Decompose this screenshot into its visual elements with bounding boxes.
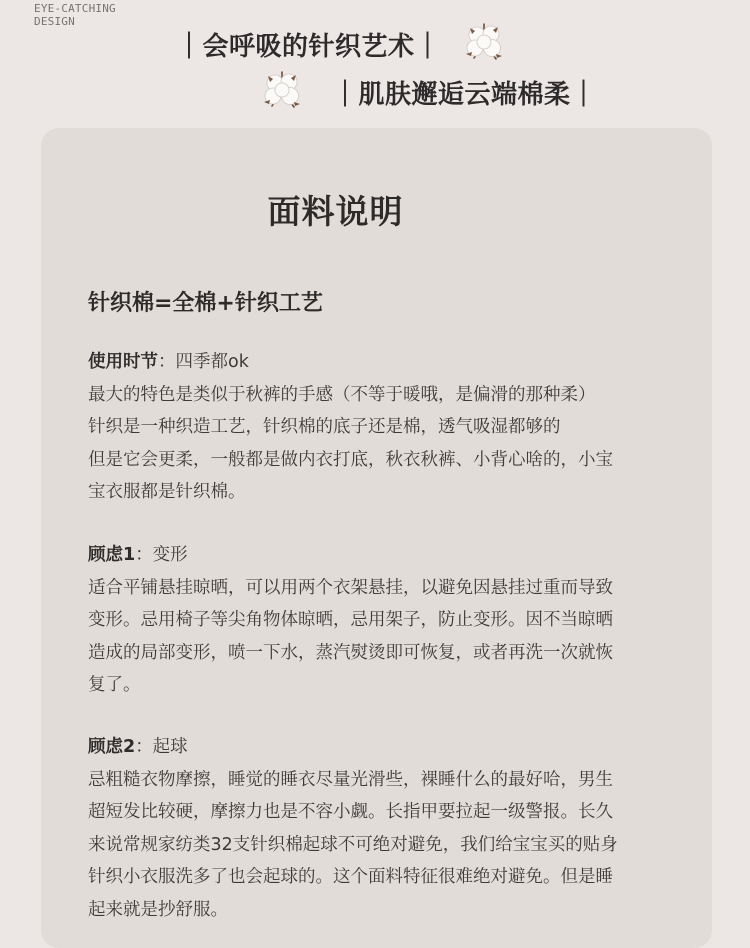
concern-2-value: ：起球 [135,737,188,757]
concern-2-heading [88,731,678,764]
concern-1-heading [88,539,678,572]
concern-2-line: 来说常规家纺类32支针织棉起球不可绝对避免，我们给宝宝买的贴身 [88,834,618,855]
intro-line: 但是它会更柔，一般都是做内衣打底，秋衣秋裤、小背心啥的，小宝 [88,449,613,470]
cotton-boll-icon [460,18,508,66]
concern-1-line: 复了。 [88,675,141,695]
concern-2-line: 超短发比较硬，摩擦力也是不容小觑。长指甲要拉起一级警报。长久 [88,802,613,822]
concern-2-line: 针织小衣服洗多了也会起球的。这个面料特征很难绝对避免。但是睡 [88,867,613,887]
brand-logo-text [34,2,116,28]
brand-line-1: EYE-CATCHING [34,2,116,15]
brand-line-2: DESIGN [34,15,75,28]
concern-1-value: ：变形 [135,545,188,565]
intro-line: 针织是一种织造工艺，针织棉的底子还是棉，透气吸湿都够的 [88,417,561,437]
concern-1-label: 顾虑1 [88,545,136,565]
card-title: 面料说明 [267,192,404,231]
cotton-boll-icon [258,66,306,114]
fabric-formula: 针织棉=全棉+针织工艺 [88,291,323,316]
intro-section [88,346,678,509]
intro-line: 最大的特色是类似于秋裤的手感（不等于暖哦，是偏滑的那种柔） [88,384,596,405]
intro-line: 宝衣服都是针织棉。 [88,482,246,502]
season-value: ：四季都ok [158,352,249,372]
concern-2-section [88,731,678,926]
concern-2-line: 忌粗糙衣物摩擦，睡觉的睡衣尽量光滑些，裸睡什么的最好哈，男生 [88,769,613,790]
season-label: 使用时节 [88,352,158,372]
concern-1-line: 适合平铺悬挂晾晒，可以用两个衣架悬挂，以避免因悬挂过重而导致 [88,577,613,598]
concern-1-section [88,539,678,702]
concern-2-line: 起来就是抄舒服。 [88,899,228,920]
season-line [88,346,678,379]
concern-1-line: 变形。忌用椅子等尖角物体晾晒，忌用架子，防止变形。因不当晾晒 [88,610,613,630]
concern-1-line: 造成的局部变形，喷一下水，蒸汽熨烫即可恢复，或者再洗一次就恢 [88,642,613,663]
slogan-cloud-cotton: ｜肌肤邂逅云端棉柔｜ [332,80,598,110]
slogan-breathing-knit: ｜会呼吸的针织艺术｜ [176,32,442,62]
concern-2-label: 顾虑2 [88,737,136,757]
